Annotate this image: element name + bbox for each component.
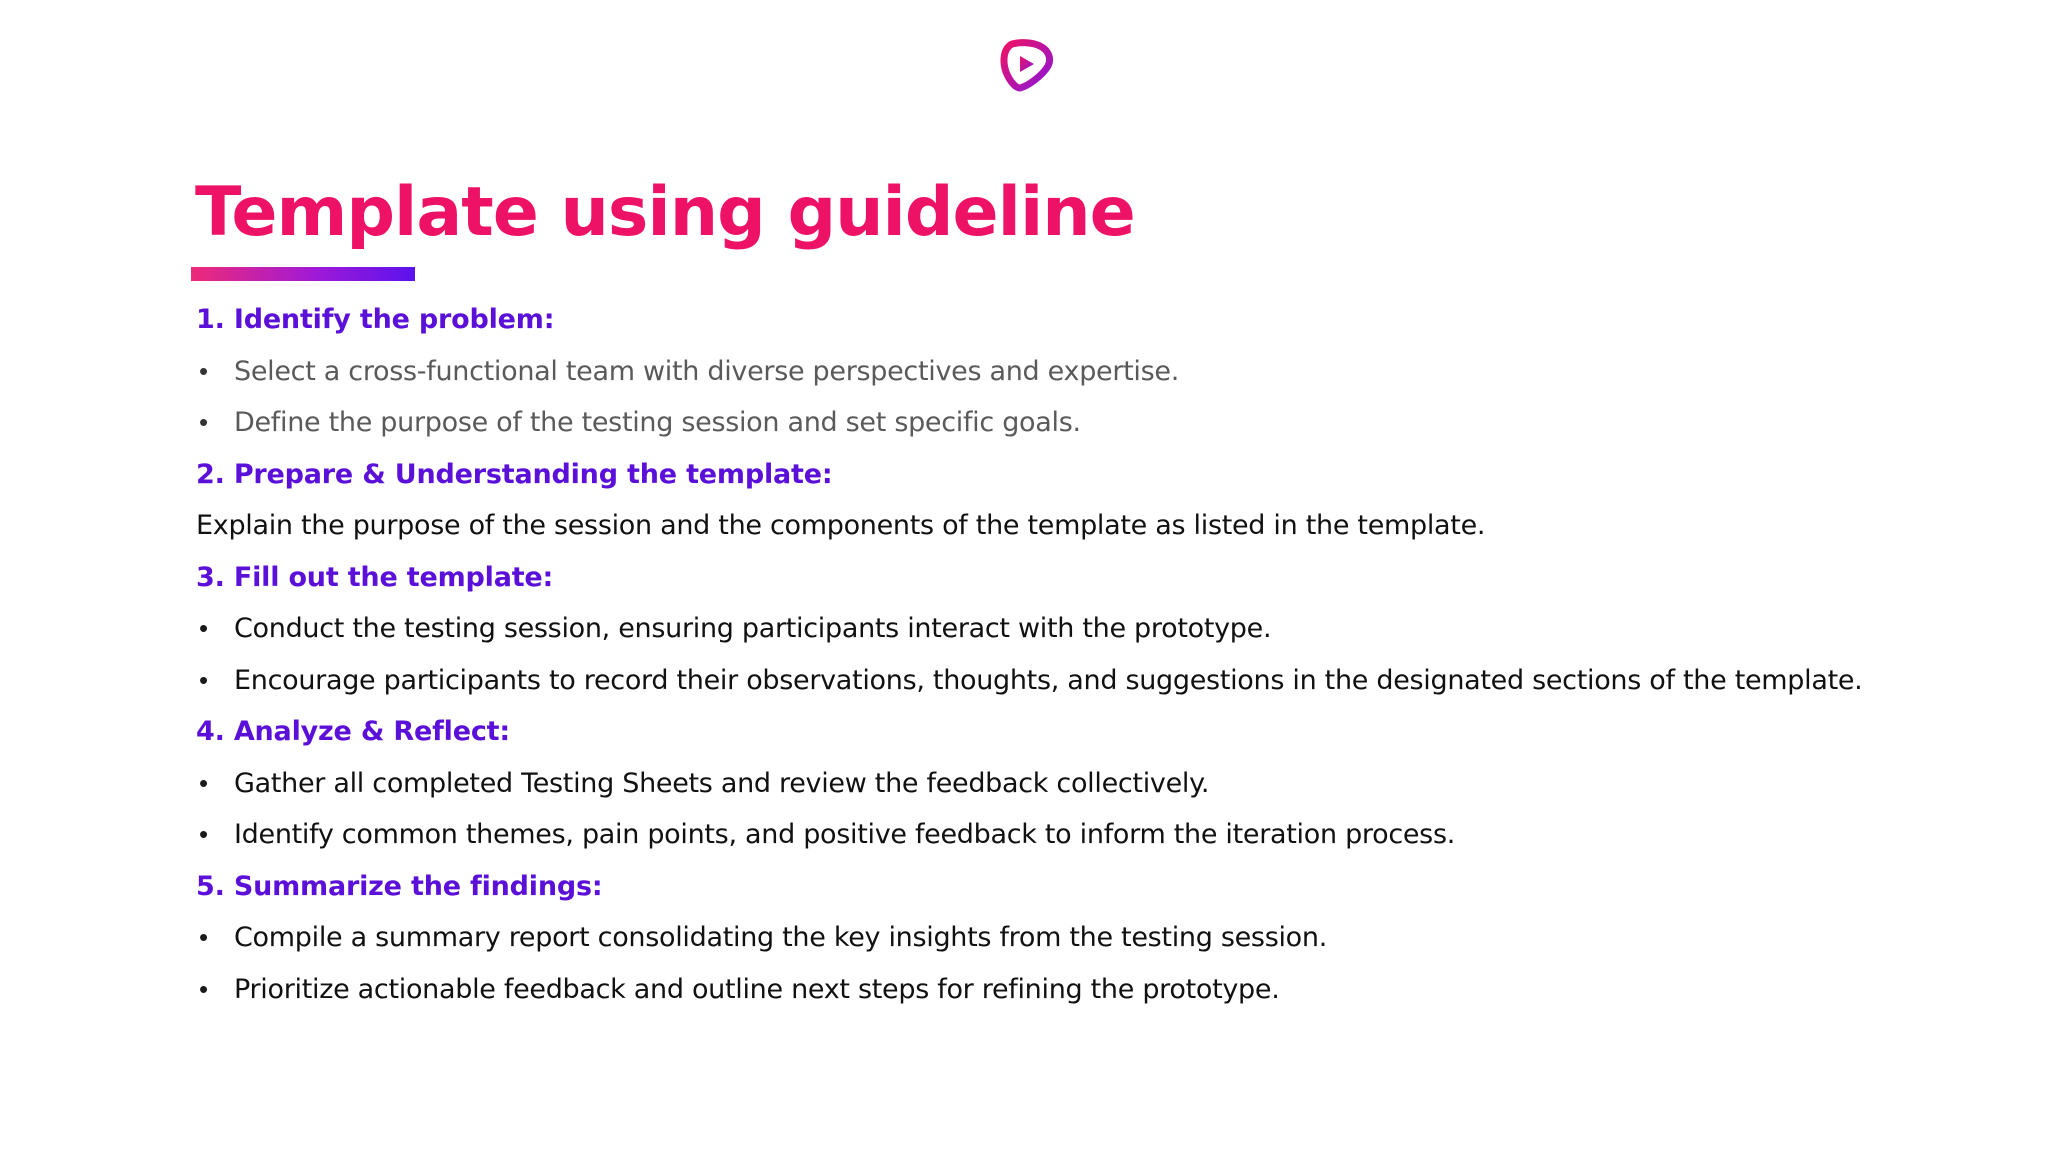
list-item-text: Gather all completed Testing Sheets and review the feedback collectively.: [234, 767, 1210, 799]
bullet-icon: •: [199, 922, 209, 953]
section-2-heading: 2. Prepare & Understanding the template:: [196, 458, 833, 490]
bullet-icon: •: [199, 407, 209, 438]
bullet-icon: •: [199, 767, 209, 798]
list-item-text: Compile a summary report consolidating the key insights from the testing session.: [234, 922, 1327, 954]
list-item: [196, 346, 2026, 398]
bullet-icon: •: [199, 613, 209, 644]
section-heading: [196, 449, 2026, 501]
bullet-icon: •: [199, 664, 209, 695]
list-item-text: Conduct the testing session, ensuring participants interact with the prototype.: [234, 613, 1272, 645]
section-heading: [196, 706, 2026, 758]
section-1-heading: 1. Identify the problem:: [196, 304, 555, 336]
guideline-content: [196, 294, 2026, 1015]
list-item: [196, 758, 2026, 810]
bullet-icon: •: [199, 355, 209, 386]
list-item-text: Encourage participants to record their observations, thoughts, and suggestions in the designated sections of the template.: [234, 664, 1863, 696]
heart-play-logo-icon: [998, 36, 1054, 92]
list-item: [196, 809, 2026, 861]
title-underline-bar: [191, 267, 415, 281]
page-title: Template using guideline: [195, 173, 1135, 252]
list-item-text: Select a cross-functional team with diverse perspectives and expertise.: [234, 355, 1179, 387]
list-item-text: Define the purpose of the testing session and set specific goals.: [234, 407, 1081, 439]
section-2-paragraph: Explain the purpose of the session and the components of the template as listed in the template.: [196, 510, 1486, 542]
bullet-icon: •: [199, 973, 209, 1004]
list-item-text: Prioritize actionable feedback and outline next steps for refining the prototype.: [234, 973, 1280, 1005]
section-5-heading: 5. Summarize the findings:: [196, 870, 603, 902]
list-item-text: Identify common themes, pain points, and positive feedback to inform the iteration process.: [234, 819, 1456, 851]
section-heading: [196, 861, 2026, 913]
section-heading: [196, 552, 2026, 604]
list-item: [196, 655, 2026, 707]
list-item: [196, 912, 2026, 964]
list-item: [196, 397, 2026, 449]
list-item: [196, 964, 2026, 1016]
section-3-heading: 3. Fill out the template:: [196, 561, 554, 593]
bullet-icon: •: [199, 819, 209, 850]
list-item: [196, 603, 2026, 655]
section-heading: [196, 294, 2026, 346]
paragraph: [196, 500, 2026, 552]
section-4-heading: 4. Analyze & Reflect:: [196, 716, 510, 748]
